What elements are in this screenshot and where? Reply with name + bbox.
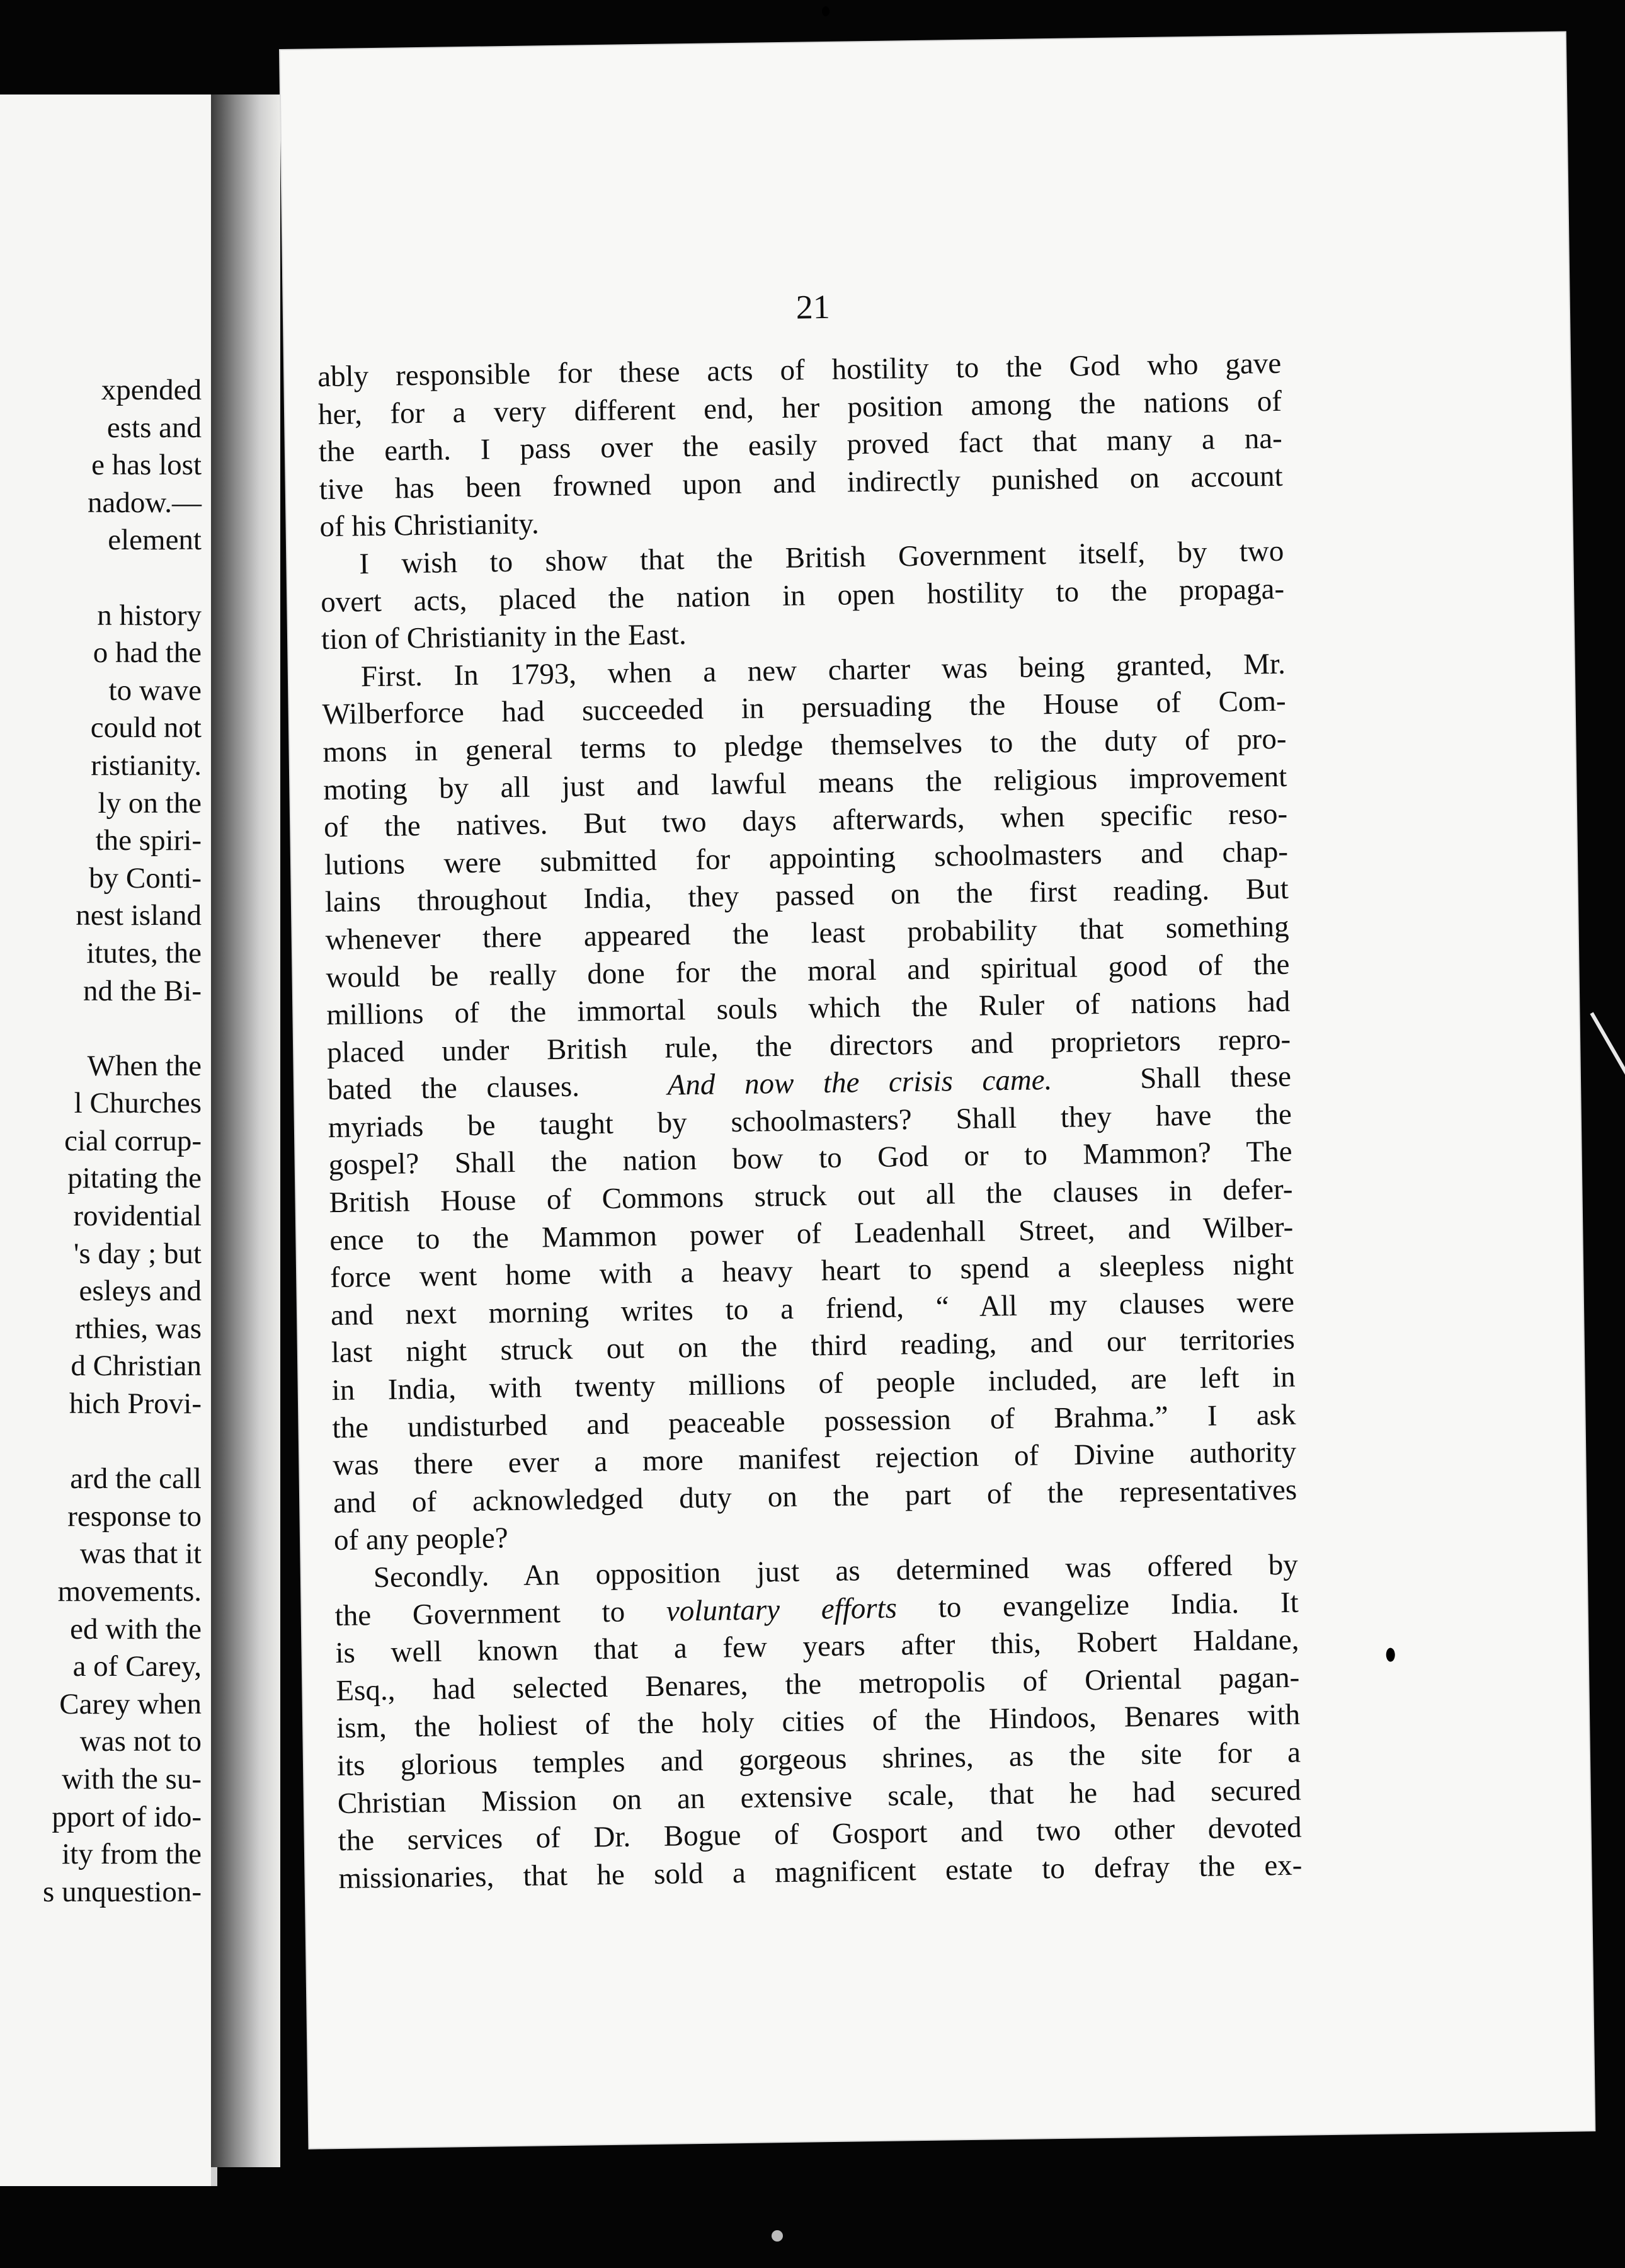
left-line — [0, 1010, 202, 1048]
text-line: of the natives. But two days afterwards, when specific reso- — [323, 797, 1288, 844]
text-line: her, for a very different end, her position among the nations of — [317, 384, 1282, 431]
left-line: s unquestion- — [43, 1875, 202, 1908]
left-line — [0, 559, 202, 597]
book-gutter-shadow — [211, 94, 280, 2167]
text-line: myriads be taught by schoolmasters? Shall they have the — [328, 1097, 1292, 1144]
text-line: force went home with a heavy heart to spend a sleepless night — [329, 1247, 1294, 1295]
text-segment: Shall these — [1139, 1060, 1292, 1096]
text-line: the services of Dr. Bogue of Gosport and two other devoted — [338, 1811, 1302, 1858]
left-line: Carey when — [59, 1687, 202, 1721]
left-page-text — [0, 372, 202, 1911]
left-line: ity from the — [62, 1838, 202, 1871]
text-line: ably responsible for these acts of hostility to the God who gave — [317, 346, 1282, 394]
scan-edge-artifact — [1590, 1012, 1625, 1080]
left-line: ristianity. — [91, 748, 202, 782]
text-line: moting by all just and lawful means the religious improvement — [323, 760, 1287, 806]
text-line: First. In 1793, when a new charter was being granted, Mr. — [360, 647, 1286, 694]
text-segment: bated the clauses. — [327, 1070, 580, 1107]
left-line: xpended — [101, 374, 202, 406]
text-line: placed under British rule, the directors and proprietors repro- — [326, 1022, 1291, 1069]
left-line: rthies, was — [74, 1312, 202, 1345]
text-line: last night struck out on the third reading, and our territories — [331, 1323, 1296, 1370]
text-line: missionaries, that he sold a magnificent estate to defray the ex- — [338, 1848, 1303, 1895]
left-line: pitating the — [67, 1162, 202, 1195]
left-line: with the su- — [62, 1762, 202, 1796]
left-line: l Churches — [74, 1087, 202, 1120]
text-line: lutions were submitted for appointing schoolmasters and chap- — [324, 835, 1289, 881]
left-line: itutes, the — [86, 936, 202, 970]
left-line: ard the call — [70, 1462, 202, 1496]
left-line: hich Provi- — [69, 1387, 202, 1421]
left-line: was that it — [79, 1537, 202, 1571]
text-line: lains throughout India, they passed on the first reading. But — [324, 873, 1289, 919]
left-line: rovidential — [73, 1200, 202, 1233]
left-line: 's day ; but — [74, 1237, 202, 1270]
left-line: a of Carey, — [72, 1650, 202, 1683]
dust-speck — [1386, 1648, 1395, 1662]
dust-speck — [772, 2230, 783, 2242]
text-line: the undisturbed and peaceable possession of Brahma.” I ask — [332, 1398, 1296, 1445]
left-line: could not — [90, 711, 202, 745]
left-line: ests and — [106, 411, 202, 444]
text-line: British House of Commons struck out all the clauses in defer- — [329, 1172, 1293, 1220]
left-line: ed with the — [70, 1612, 202, 1646]
left-line: esleys and — [79, 1274, 202, 1308]
page-number: 21 — [795, 287, 831, 326]
text-line: in India, with twenty millions of people included, are left in — [331, 1360, 1296, 1407]
left-line: pport of ido- — [52, 1800, 202, 1833]
text-line: of any people? — [333, 1521, 509, 1557]
text-line: and next morning writes to a friend, “ All my clauses were — [330, 1285, 1295, 1332]
text-line: Christian Mission on an extensive scale, that he had secured — [337, 1773, 1302, 1820]
text-line: Esq., had selected Benares, the metropolis of Oriental pagan- — [336, 1661, 1300, 1707]
left-line: nest island — [76, 899, 202, 932]
left-line: by Conti- — [89, 861, 202, 895]
left-line: When the — [87, 1049, 202, 1082]
left-line: nadow.— — [87, 486, 202, 519]
text-line: is well known that a few years after this, Robert Haldane, — [335, 1623, 1299, 1670]
text-line: of his Christianity. — [319, 507, 540, 544]
left-line: the spiri- — [95, 824, 202, 857]
text-line: overt acts, placed the nation in open hostility to the propaga- — [320, 572, 1285, 619]
text-line: ism, the holiest of the holy cities of the Hindoos, Benares with — [336, 1698, 1301, 1745]
text-line: and of acknowledged duty on the part of the representatives — [333, 1473, 1297, 1520]
text-line: its glorious temples and gorgeous shrines, as the site for a — [336, 1736, 1301, 1782]
left-line: to wave — [108, 673, 202, 707]
italic-text: voluntary efforts — [666, 1591, 898, 1628]
text-line: tion of Christianity in the East. — [321, 618, 687, 656]
text-line: mons in general terms to pledge themselves to the duty of pro- — [322, 722, 1287, 769]
text-segment: the Government to — [334, 1595, 625, 1632]
text-line: Wilberforce had succeeded in persuading the House of Com- — [322, 685, 1286, 731]
left-line: element — [108, 524, 202, 557]
text-line: was there ever a more manifest rejection of Divine authority — [333, 1435, 1297, 1482]
text-line: millions of the immortal souls which the Ruler of nations had — [326, 985, 1291, 1032]
left-line: o had the — [93, 636, 202, 670]
left-line: d Christian — [71, 1349, 202, 1383]
left-page — [0, 94, 217, 2186]
left-line: movements. — [57, 1575, 202, 1608]
text-line: tive has been frowned upon and indirectly punished on account — [319, 459, 1283, 506]
text-line: gospel? Shall the nation bow to God or to Mammon? The — [328, 1135, 1292, 1182]
text-line: the earth. I pass over the easily proved fact that many a na- — [318, 422, 1283, 469]
text-line: whenever there appeared the least probability that something — [325, 910, 1289, 957]
left-line: nd the Bi- — [83, 974, 202, 1007]
left-line: ly on the — [98, 786, 202, 820]
text-segment: to evangelize India. It — [938, 1586, 1299, 1624]
text-line: I wish to show that the British Government itself, by two — [359, 534, 1284, 581]
left-line — [0, 1423, 202, 1461]
text-line: ence to the Mammon power of Leadenhall Street, and Wilber- — [329, 1210, 1294, 1257]
right-page — [280, 33, 1594, 2148]
page-body-text — [317, 345, 1303, 1898]
text-line: would be really done for the moral and spiritual good of the — [326, 948, 1290, 994]
left-line: was not to — [79, 1725, 202, 1758]
left-line: e has lost — [91, 449, 202, 482]
text-line: Secondly. An opposition just as determined was offered by — [373, 1548, 1299, 1595]
left-line: n history — [97, 598, 202, 632]
italic-text: And now the crisis came. — [667, 1063, 1052, 1102]
dust-speck — [822, 6, 830, 16]
left-line: cial corrup- — [64, 1124, 202, 1157]
left-line: response to — [67, 1499, 202, 1533]
